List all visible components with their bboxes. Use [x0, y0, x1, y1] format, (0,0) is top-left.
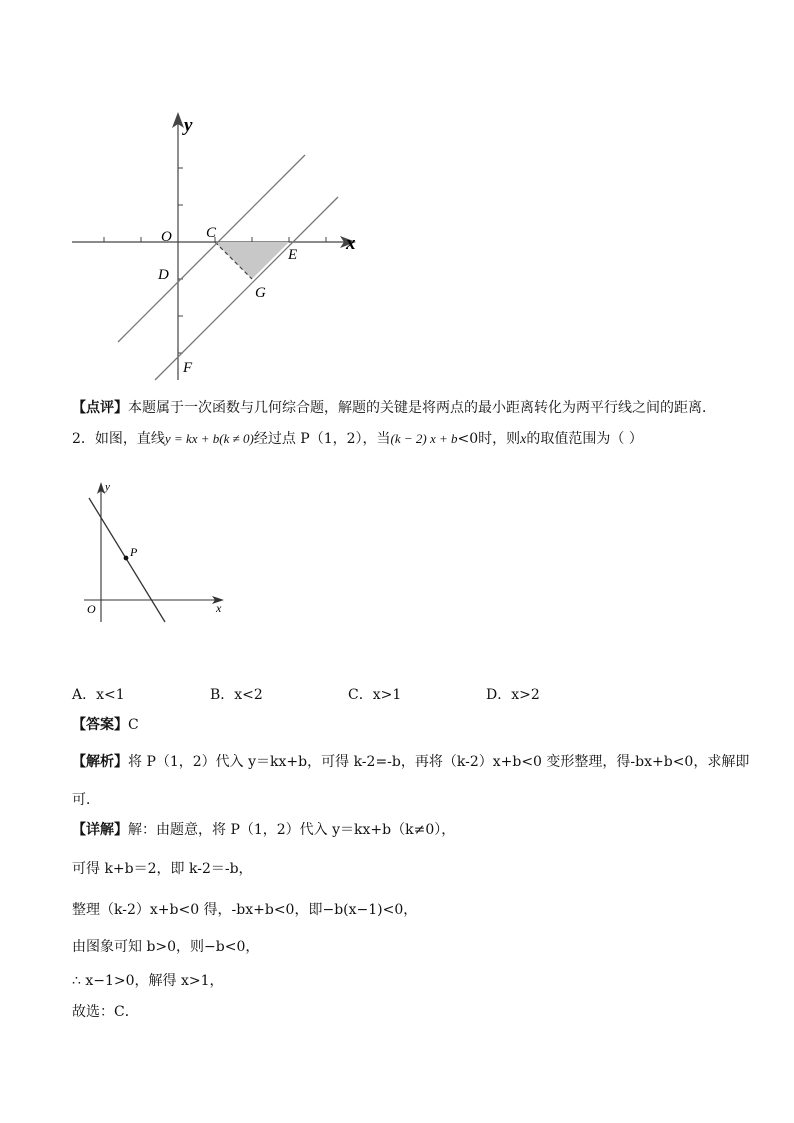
point-p — [124, 556, 129, 561]
detail-line-2: 可得 k+b＝2，即 k-2＝-b， — [72, 861, 253, 877]
question-number: 2． — [72, 431, 95, 447]
option-a[interactable]: A．x<1 — [72, 687, 125, 703]
detail-line-4: 由图象可知 b>0，则−b<0， — [72, 939, 260, 955]
question-formula-1: y = kx + b(k ≠ 0) — [164, 431, 254, 446]
question-var-x: x — [520, 432, 527, 447]
question-line — [72, 429, 643, 450]
fig1-label-d: D — [158, 267, 169, 283]
analysis-text-1: 将 P（1，2）代入 y＝kx+b，可得 k-2=-b，再将（k-2）x+b<0 变形整理，得-bx+b<0，求解即 — [128, 754, 750, 770]
detail-line-5: ∴ x−1>0，解得 x>1， — [72, 973, 224, 989]
analysis-line-2: 可． — [72, 792, 100, 808]
analysis-tag: 【解析】 — [72, 754, 128, 770]
line-ef — [155, 197, 338, 380]
question-point: P（1，2） — [300, 431, 363, 447]
option-c[interactable]: C．x>1 — [348, 687, 402, 703]
detail-text-1: 解：由题意，将 P（1，2）代入 y＝kx+b（k≠0）， — [128, 822, 456, 838]
fig1-label-y: y — [184, 115, 193, 136]
detail-line-1 — [72, 820, 455, 840]
y-ticks — [178, 168, 183, 353]
figure-parallel-lines — [60, 105, 370, 390]
fig1-label-x: x — [346, 233, 356, 254]
option-d[interactable]: D．x>2 — [486, 687, 540, 703]
figure-line-through-p — [78, 476, 228, 626]
comment-line — [72, 398, 716, 418]
fig2-label-y: y — [105, 481, 110, 493]
comment-tag: 【点评】 — [72, 400, 128, 416]
question-text-4: <0时，则 — [457, 431, 521, 447]
fig1-label-c: C — [206, 225, 217, 241]
fig1-label-g: G — [255, 285, 266, 301]
question-text-2: 经过点 — [253, 431, 301, 447]
fig2-label-p: P — [130, 545, 138, 559]
detail-tag: 【详解】 — [72, 822, 128, 838]
fig1-label-o: O — [161, 229, 172, 245]
shaded-triangle — [215, 242, 289, 279]
question-text-3: ，当 — [362, 431, 391, 447]
fig1-label-e: E — [288, 247, 298, 263]
question-text-1: 如图，直线 — [94, 431, 165, 447]
detail-line-6: 故选：C． — [72, 1004, 139, 1020]
answer-tag: 【答案】 — [72, 717, 128, 733]
fig2-label-o: O — [87, 602, 96, 616]
comment-text: 本题属于一次函数与几何综合题，解题的关键是将两点的最小距离转化为两平行线之间的距离． — [128, 400, 716, 416]
question-text-5: 的取值范围为（ ） — [526, 431, 643, 447]
fig1-label-f: F — [183, 360, 193, 376]
analysis-line-1 — [72, 752, 749, 772]
detail-line-3: 整理（k-2）x+b<0 得，-bx+b<0，即−b(x−1)<0， — [72, 902, 418, 918]
answer-line — [72, 715, 139, 735]
option-b[interactable]: B．x<2 — [210, 687, 263, 703]
fig2-label-x: x — [216, 601, 222, 615]
question-formula-2: (k − 2) x + b — [390, 431, 458, 446]
answer-value: C — [128, 717, 139, 733]
